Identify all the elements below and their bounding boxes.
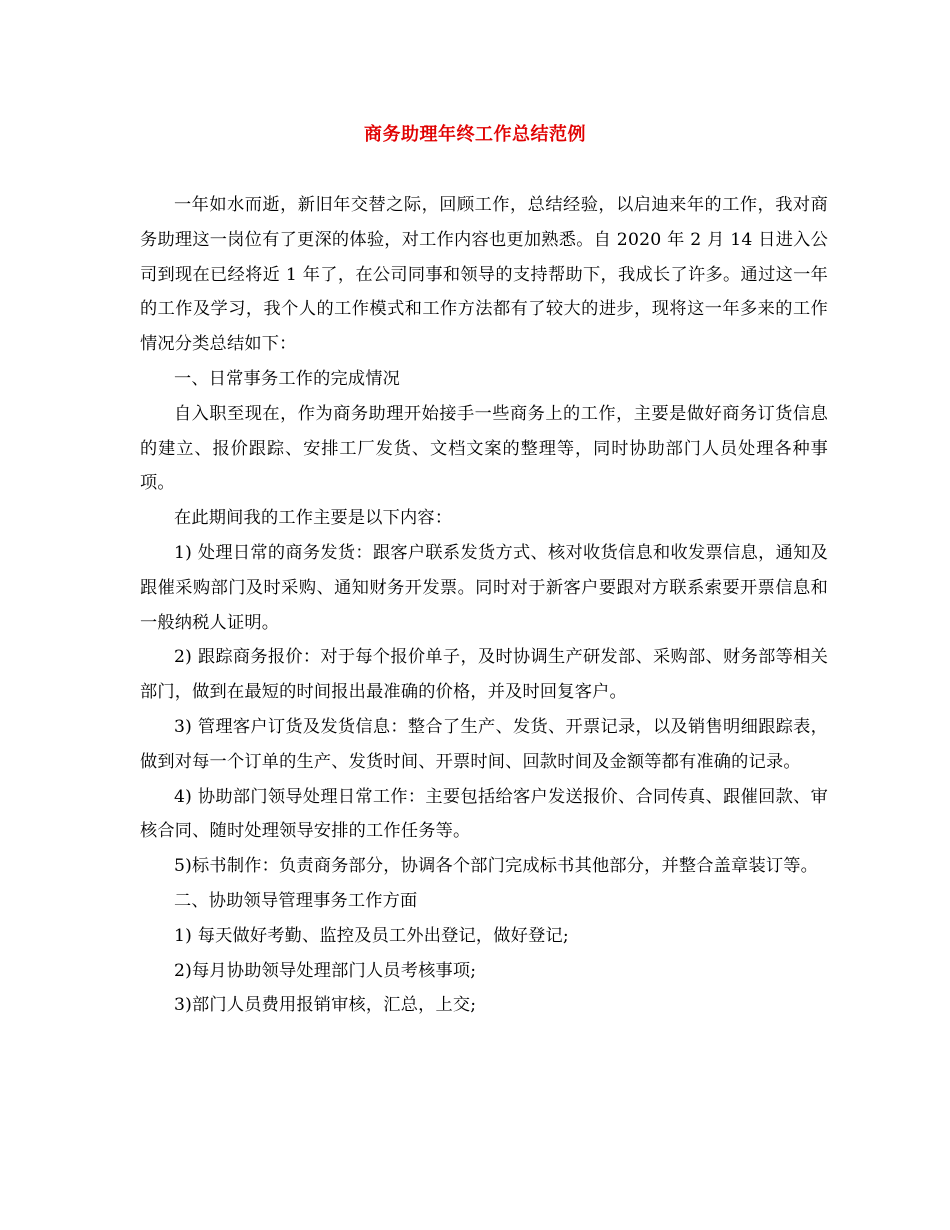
paragraph: 自入职至现在，作为商务助理开始接手一些商务上的工作，主要是做好商务订货信息的建立、报价跟踪、安排工厂发货、文档文案的整理等，同时协助部门人员处理各种事项。 (140, 403, 828, 494)
paragraph: 在此期间我的工作主要是以下内容： (174, 508, 453, 529)
list-item: 3) 管理客户订货及发货信息：整合了生产、发货、开票记录，以及销售明细跟踪表，做到对每一个订单的生产、发货时间、开票时间、回款时间及金额等都有准确的记录。 (140, 716, 828, 772)
document-title: 商务助理年终工作总结范例 (364, 124, 586, 145)
list-item: 2) 跟踪商务报价：对于每个报价单子，及时协调生产研发部、采购部、财务部等相关部门，做到在最短的时间报出最准确的价格，并及时回复客户。 (140, 647, 828, 703)
list-item: 1) 处理日常的商务发货：跟客户联系发货方式、核对收货信息和收发票信息，通知及跟催采购部门及时采购、通知财务开发票。同时对于新客户要跟对方联系索要开票信息和一般纳税人证明。 (140, 542, 828, 633)
section-heading-1: 一、日常事务工作的完成情况 (174, 368, 401, 389)
paragraph-intro: 一年如水而逝，新旧年交替之际，回顾工作，总结经验，以启迪来年的工作，我对商务助理这一岗位有了更深的体验，对工作内容也更加熟悉。自 2020 年 2 月 14 日进入公司到现在已经将近 1 年了，在公司同事和领导的支持帮助下，我成长了许多。通过这一年的工作及学习，我个人的工作模式和工作方法都有了较大的进步，现将这一年多来的工作情况分类总结如下： (140, 195, 828, 355)
document-body (140, 188, 828, 1023)
list-item: 2)每月协助领导处理部门人员考核事项; (174, 960, 477, 981)
list-item: 1) 每天做好考勤、监控及员工外出登记，做好登记; (174, 925, 569, 946)
list-item: 3)部门人员费用报销审核，汇总，上交; (174, 995, 477, 1016)
list-item: 4) 协助部门领导处理日常工作：主要包括给客户发送报价、合同传真、跟催回款、审核合同、随时处理领导安排的工作任务等。 (140, 786, 828, 842)
list-item: 5)标书制作：负责商务部分，协调各个部门完成标书其他部分，并整合盖章装订等。 (174, 856, 818, 877)
section-heading-2: 二、协助领导管理事务工作方面 (174, 890, 418, 911)
